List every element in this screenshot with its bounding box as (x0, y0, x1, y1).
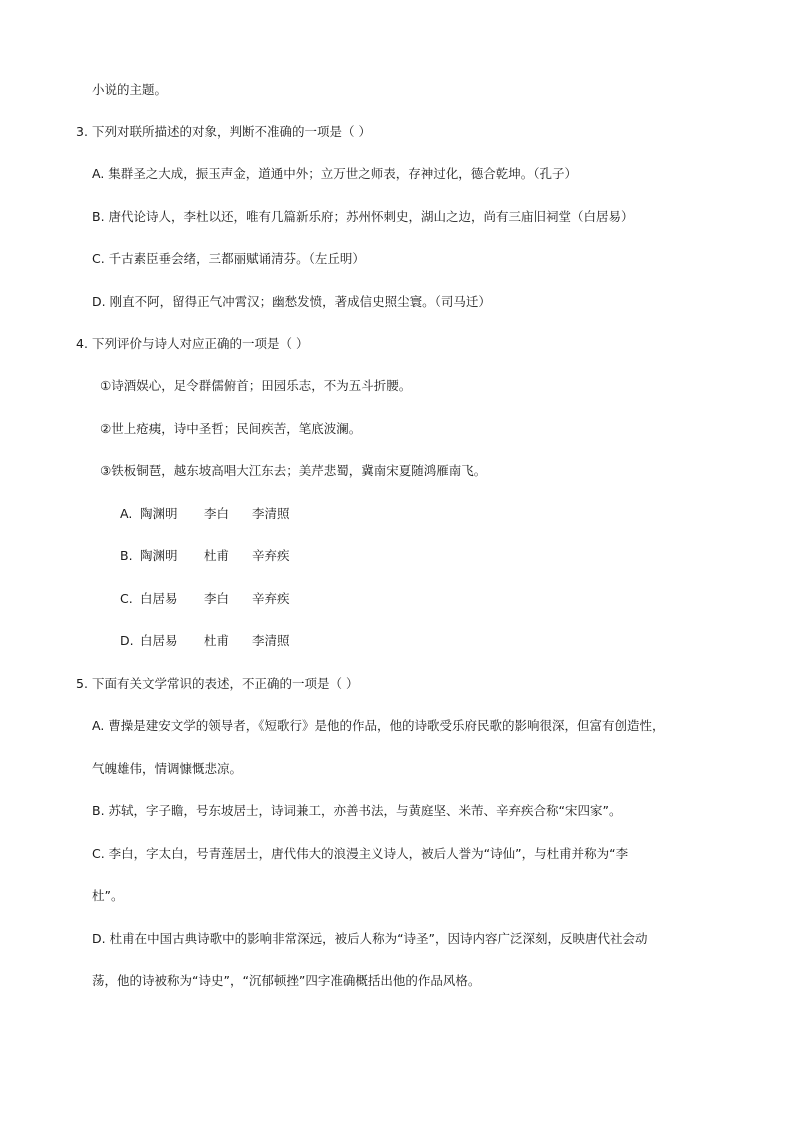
q4-option-d-name-2: 杜甫 (204, 633, 230, 648)
intro-tail: 小说的主题。 (92, 82, 168, 97)
q5-option-d-line2: 荡，他的诗被称为“诗史”，“沉郁顿挫”四字准确概括出他的作品风格。 (92, 973, 481, 988)
q3-option-a: A. 集群圣之大成，振玉声金，道通中外；立万世之师表，存神过化，德合乾坤。（孔子） (92, 166, 578, 181)
q5-option-a-line2: 气魄雄伟，情调慷慨悲凉。 (92, 761, 243, 776)
q3-stem (76, 124, 371, 140)
q3-number: 3. (76, 124, 88, 139)
q4-option-a-label: A. (120, 506, 133, 521)
q3-option-b: B. 唐代论诗人，李杜以还，唯有几篇新乐府；苏州怀刺史，湖山之边，尚有三庙旧祠堂（白居易） (92, 209, 634, 224)
q4-option-a-name-3: 李清照 (252, 506, 290, 521)
q5-option-b: B. 苏轼，字子瞻，号东坡居士，诗词兼工，亦善书法，与黄庭坚、米芾、辛弃疾合称“宋四家”。 (92, 803, 622, 818)
q4-option-a (120, 506, 290, 522)
q4-statement-3: ③铁板铜琶，越东坡高唱大江东去；美芹悲蜀，冀南宋夏随鸿雁南飞。 (100, 463, 487, 478)
q5-stem-text: 下面有关文学常识的表述，不正确的一项是（ ） (92, 676, 359, 691)
q4-option-b-name-1: 陶渊明 (140, 548, 178, 563)
q4-stem (76, 336, 308, 352)
q5-option-d-line1: D. 杜甫在中国古典诗歌中的影响非常深远，被后人称为“诗圣”，因诗内容广泛深刻，反映唐代社会动 (92, 931, 648, 946)
q4-option-b-name-2: 杜甫 (204, 548, 230, 563)
q4-option-c-name-3: 辛弃疾 (252, 591, 290, 606)
q4-option-c-label: C. (120, 591, 133, 606)
q4-option-b-label: B. (120, 548, 133, 563)
q5-option-c-line2: 杜”。 (92, 888, 124, 903)
q5-option-a-line1: A. 曹操是建安文学的领导者，《短歌行》是他的作品，他的诗歌受乐府民歌的影响很深，但富有创造性， (92, 718, 665, 733)
q5-number: 5. (76, 676, 88, 691)
q4-option-d (120, 633, 290, 649)
q4-option-d-name-3: 李清照 (252, 633, 290, 648)
q4-option-b (120, 548, 290, 564)
q4-option-c-name-1: 白居易 (140, 591, 178, 606)
q3-stem-text: 下列对联所描述的对象，判断不准确的一项是（ ） (92, 124, 371, 139)
q5-stem (76, 676, 358, 692)
q3-option-c: C. 千古素臣垂会绪，三都丽赋诵清芬。（左丘明） (92, 251, 365, 266)
q4-option-a-name-2: 李白 (204, 506, 230, 521)
q4-stem-text: 下列评价与诗人对应正确的一项是（ ） (92, 336, 309, 351)
q5-option-c-line1: C. 李白，字太白，号青莲居士，唐代伟大的浪漫主义诗人，被后人誉为“诗仙”，与杜甫并称为“李 (92, 846, 629, 861)
q4-option-a-name-1: 陶渊明 (140, 506, 178, 521)
q4-option-d-name-1: 白居易 (140, 633, 178, 648)
q4-option-c-name-2: 李白 (204, 591, 230, 606)
q4-option-c (120, 591, 290, 607)
q4-statement-2: ②世上疮痍，诗中圣哲；民间疾苦，笔底波澜。 (100, 421, 362, 436)
q4-option-b-name-3: 辛弃疾 (252, 548, 290, 563)
q3-option-d: D. 刚直不阿，留得正气冲霄汉；幽愁发愤，著成信史照尘寰。（司马迁） (92, 294, 491, 309)
q4-number: 4. (76, 336, 88, 351)
q4-statement-1: ①诗酒娱心，足令群儒俯首；田园乐志，不为五斗折腰。 (100, 378, 412, 393)
q4-option-d-label: D. (120, 633, 134, 648)
